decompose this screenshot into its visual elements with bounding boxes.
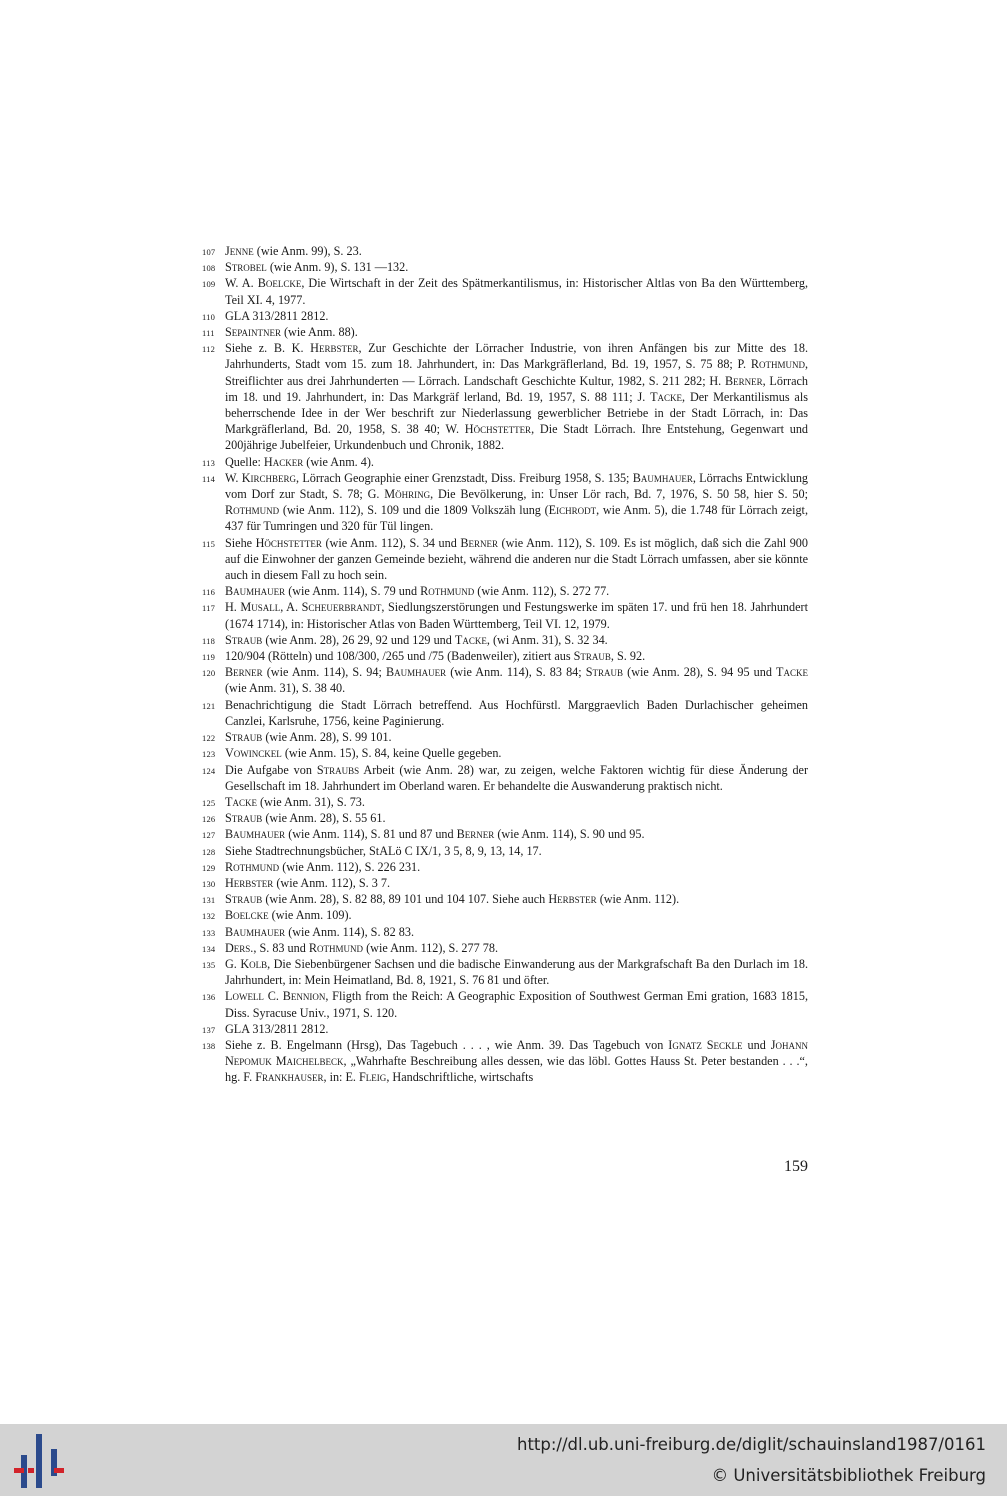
footnote-text xyxy=(225,325,358,339)
footnote-item xyxy=(202,810,808,826)
author-name: Kirchberg xyxy=(241,470,297,485)
author-name: Ders. xyxy=(225,940,254,955)
footnote-number: 134 xyxy=(202,943,216,954)
footer-url-link[interactable]: http://dl.ub.uni-freiburg.de/diglit/schauinsland1987/0161 xyxy=(516,1435,986,1454)
footnote-item xyxy=(202,308,808,324)
footnote-text-run: (wie Anm. 114), S. 94; xyxy=(262,665,386,680)
footnote-number: 110 xyxy=(202,311,216,322)
footnote-text xyxy=(225,746,501,760)
footnote-text-run: W. xyxy=(225,470,242,485)
footnote-text-run: , „Wahrhafte Beschreibung alles dessen, wie das löbl. Gottes Hauss St. Peter bestanden . . .“, hg. F. xyxy=(225,1054,808,1085)
footnote-text xyxy=(225,892,679,906)
footnote-text xyxy=(225,957,808,987)
footnote-text-run: (wie Anm. 112), S. 277 78. xyxy=(363,940,498,955)
footnote-item xyxy=(202,599,808,631)
footnote-item xyxy=(202,648,808,664)
author-name: Tacke xyxy=(776,665,808,680)
footnote-item xyxy=(202,243,808,259)
footnote-item xyxy=(202,762,808,794)
footnote-item xyxy=(202,470,808,535)
footnote-text-run: (wie Anm. 9), S. 131 —132. xyxy=(266,260,409,275)
footnote-text xyxy=(225,763,808,793)
author-name: Straub xyxy=(573,649,611,664)
footnote-text-run: , Die Wirtschaft in der Zeit des Spätmerkantilismus, in: Historischer Altlas von Ba den Württemberg, Teil XI. 4, 1977. xyxy=(225,276,808,307)
footnote-text-run: (wie Anm. 28), S. 94 95 und xyxy=(623,665,777,680)
footnote-number: 114 xyxy=(202,473,216,484)
footnote-text xyxy=(225,471,808,534)
footnote-text-run: Siehe z. B. Engelmann (Hrsg), Das Tagebuch . . . , wie Anm. 39. Das Tagebuch von xyxy=(225,1037,669,1052)
footnote-text-run: (wie Anm. 112), S. 109 und die 1809 Volkszäh lung ( xyxy=(279,503,549,518)
footnote-number: 126 xyxy=(202,814,216,825)
author-name: Berner xyxy=(460,535,499,550)
footnote-text-run: , Zur Geschichte der Lörracher Industrie, von ihren Anfängen bis zur Mitte des 18. Jahrhunderts, Stadt vom 15. zum 18. Jahrhundert, in: Das Markgräflerland, Bd. 19, 1957, S. 75 88; P. xyxy=(225,341,809,372)
footnote-number: 128 xyxy=(202,846,216,857)
footnote-item xyxy=(202,1021,808,1037)
footnote-text xyxy=(225,455,374,469)
footnote-item xyxy=(202,826,808,842)
author-name: Jenne xyxy=(225,244,254,258)
footnote-text-run: (wie Anm. 114), S. 79 und xyxy=(285,584,421,599)
author-name: Boelcke xyxy=(257,276,302,291)
footnote-number: 112 xyxy=(202,344,216,355)
footnote-text-run: , Der Merkantilismus als beherrschende Idee in der Wer beschrift zur Niederlassung gewerblicher Betriebe in der Stadt Lörrach, in: Das Markgräflerland, Bd. 20, 1958, S. 38 40; W. xyxy=(225,389,808,437)
footnote-text-run: (wie Anm. 4). xyxy=(303,454,374,469)
footnote-text-run: , S. 83 und xyxy=(253,940,309,955)
footnote-number: 135 xyxy=(202,959,216,970)
footnote-number: 132 xyxy=(202,911,216,922)
footnote-text-run: , Lörrach im 18. und 19. Jahrhundert, in: Das Markgräf lerland, Bd. 19, 1957, S. 88 111; J. xyxy=(225,373,808,404)
footnote-text-run: (wie Anm. 31), S. 73. xyxy=(256,794,365,809)
footnote-item xyxy=(202,988,808,1020)
footnote-text-run: (wie Anm. 28), S. 99 101. xyxy=(262,730,392,745)
author-name: Baumhauer xyxy=(225,924,286,939)
footnote-text xyxy=(225,876,390,890)
footer-bar xyxy=(0,1424,1007,1496)
footnote-item xyxy=(202,794,808,810)
footnote-item xyxy=(202,1037,808,1086)
footnote-text-run: (wie Anm. 88). xyxy=(280,325,358,340)
author-name: Boelcke xyxy=(225,908,269,923)
footnote-text-run: , S. 92. xyxy=(610,649,646,664)
footnote-text xyxy=(225,341,808,452)
footnote-item xyxy=(202,454,808,470)
footnote-item xyxy=(202,729,808,745)
author-name: Berner xyxy=(724,373,763,388)
footnote-item xyxy=(202,875,808,891)
footnote-text xyxy=(225,1038,808,1084)
footnote-number: 118 xyxy=(202,635,216,646)
footnote-text-run: 120/904 (Rötteln) und 108/300, /265 und /75 (Badenweiler), zitiert aus xyxy=(225,649,574,664)
footnote-text-run: H. xyxy=(225,600,241,615)
footnote-item xyxy=(202,956,808,988)
author-name: Eichrodt xyxy=(548,503,597,518)
footnote-text xyxy=(225,827,645,841)
author-name: Straubs xyxy=(316,762,360,777)
footnote-text xyxy=(225,925,414,939)
footnote-item xyxy=(202,340,808,453)
footnote-text-run: (wie Anm. 109). xyxy=(268,908,352,923)
footnote-text-run: (wie Anm. 114), S. 83 84; xyxy=(446,665,586,680)
footnote-text xyxy=(225,309,328,323)
footnote-text xyxy=(225,730,392,744)
author-name: Tacke xyxy=(225,794,257,809)
footnote-text xyxy=(225,844,542,858)
footnote-text xyxy=(225,1022,328,1036)
footnote-item xyxy=(202,891,808,907)
footnote-text-run: (wie Anm. 114), S. 81 und 87 und xyxy=(285,827,457,842)
footnote-text-run: (wie Anm. 31), S. 38 40. xyxy=(225,681,346,696)
ub-freiburg-logo-icon xyxy=(14,1434,64,1488)
footnote-text xyxy=(225,795,365,809)
footnote-number: 136 xyxy=(202,992,216,1003)
footnote-number: 119 xyxy=(202,652,216,663)
footnote-text xyxy=(225,244,362,258)
footnote-text-run: , Die Siebenbürgener Sachsen und die badische Einwanderung aus der Markgrafschaft Ba den Durlach im 18. Jahrhundert, in: Mein Heimatland, Bd. 8, 1921, S. 76 81 und öfter. xyxy=(225,956,808,988)
footnote-text-run: , Streiflichter aus drei Jahrhunderten — Lörrach. Landschaft Geschichte Kultur, 1982, S. 211 282; H. xyxy=(225,357,808,388)
footnote-number: 108 xyxy=(202,263,216,274)
author-name: Herbster xyxy=(310,341,359,356)
author-name: Rothmund xyxy=(225,503,280,518)
author-name: Rothmund xyxy=(750,357,805,372)
footnote-text xyxy=(225,276,808,306)
author-name: Rothmund xyxy=(225,859,280,874)
footnote-item xyxy=(202,535,808,584)
author-name: Tacke xyxy=(650,389,683,404)
footnote-number: 129 xyxy=(202,862,216,873)
author-name: Straub xyxy=(225,632,263,647)
footnote-item xyxy=(202,324,808,340)
footnote-item xyxy=(202,924,808,940)
footnote-item xyxy=(202,859,808,875)
footnote-text xyxy=(225,600,808,630)
footer-copyright: © Universitätsbibliothek Freiburg xyxy=(711,1466,986,1485)
footnote-number: 117 xyxy=(202,603,216,614)
author-name: Straub xyxy=(225,811,263,826)
footnote-text-run: Quelle: xyxy=(225,454,264,469)
footnote-number: 107 xyxy=(202,247,216,257)
footnote-text-run: , Siedlungszerstörungen und Festungswerke im späten 17. und frü hen 18. Jahrhundert (1674 1714), in: Historischer Atlas von Baden Württemberg, Teil VI. 12, 1979. xyxy=(225,600,808,631)
author-name: Musall xyxy=(240,600,281,615)
author-name: Fleig xyxy=(359,1070,387,1085)
author-name: Johann Nepomuk Maichelbeck xyxy=(225,1037,809,1069)
footnotes-block xyxy=(202,243,808,1086)
author-name: Baumhauer xyxy=(632,470,693,485)
footnote-text-run: (wie Anm. 28), S. 55 61. xyxy=(262,811,386,826)
author-name: Straub xyxy=(225,730,263,745)
footnote-text-run: (wie Anm. 114), S. 90 und 95. xyxy=(494,827,645,842)
footnote-number: 137 xyxy=(202,1024,216,1035)
footnote-text xyxy=(225,584,609,598)
footnote-text-run: (wie Anm. 112). xyxy=(596,892,680,907)
footnote-text-run: (wie Anm. 28), S. 82 88, 89 101 und 104 107. Siehe auch xyxy=(262,892,549,907)
footnote-text-run: und xyxy=(742,1037,771,1052)
footnote-text xyxy=(225,941,498,955)
author-name: Höchstetter xyxy=(464,422,532,437)
footnote-text-run: G. xyxy=(225,956,241,971)
author-name: Kolb xyxy=(240,956,268,971)
footnote-item xyxy=(202,275,808,307)
footnote-text-run: Siehe Stadtrechnungsbücher, StALö C IX/1, 3 5, 8, 9, 13, 14, 17. xyxy=(225,843,542,858)
author-name: Lowell C. Bennion xyxy=(225,989,326,1004)
footnote-number: 131 xyxy=(202,895,216,906)
footnote-text xyxy=(225,649,645,663)
author-name: Frankhauser xyxy=(255,1070,324,1085)
footnote-number: 130 xyxy=(202,878,216,889)
footnote-text xyxy=(225,908,352,922)
author-name: Straub xyxy=(225,892,263,907)
footnote-text-run: , wie Anm. 5), die 1.748 für Lörrach zeigt, 437 für Tumringen und 320 für Tül lingen. xyxy=(225,503,808,534)
footnote-number: 115 xyxy=(202,538,216,549)
footnote-text xyxy=(225,536,808,582)
author-name: Baumhauer xyxy=(385,665,447,680)
footnote-text-run: (wie Anm. 15), S. 84, keine Quelle gegeben. xyxy=(281,746,502,761)
footnote-number: 121 xyxy=(202,700,216,711)
footnote-text xyxy=(225,698,808,728)
author-name: Straub xyxy=(585,665,624,680)
footnote-item xyxy=(202,583,808,599)
footnote-text-run: (wie Anm. 112), S. 109. Es ist möglich, daß sich die Zahl 900 auf die Einwohner der ganzen Gemeinde bezieht, während die anderen nur die Stadt Lörrach umfassen, aber sie könnte auch in diesem Fall zu hoch sein. xyxy=(225,535,808,583)
footnote-number: 116 xyxy=(202,587,216,598)
author-name: Herbster xyxy=(548,892,597,907)
footnote-text-run: Benachrichtigung die Stadt Lörrach betreffend. Aus Hochfürstl. Marggraevlich Baden Durlachischer geheimen Canzlei, Karlsruhe, 1756, keine Paginierung. xyxy=(225,697,808,728)
footnote-number: 113 xyxy=(202,457,216,468)
footnote-number: 123 xyxy=(202,749,216,760)
author-name: Berner xyxy=(225,665,263,680)
footnote-item xyxy=(202,940,808,956)
footnote-text-run: (wie Anm. 112), S. 226 231. xyxy=(279,859,421,874)
footnote-text-run: (wie Anm. 28), 26 29, 92 und 129 und xyxy=(262,632,455,647)
author-name: Baumhauer xyxy=(225,584,286,599)
author-name: Tacke xyxy=(454,632,487,647)
author-name: Rothmund xyxy=(420,584,475,599)
author-name: Sepaintner xyxy=(225,325,281,340)
footnote-item xyxy=(202,907,808,923)
footnote-item xyxy=(202,632,808,648)
author-name: Vowinckel xyxy=(225,746,282,761)
author-name: Ignatz Seckle xyxy=(668,1037,743,1052)
footnote-text-run: Arbeit (wie Anm. 28) war, zu zeigen, welche Faktoren wichtig für diese Änderung der Gesellschaft im 18. Jahrhundert im Oberland waren. Er behandelte die Auswanderung praktisch nicht. xyxy=(225,762,809,793)
footnote-text-run: Siehe xyxy=(225,535,256,550)
author-name: Herbster xyxy=(225,875,274,890)
footnote-item xyxy=(202,664,808,696)
footnote-number: 124 xyxy=(202,765,216,776)
footnote-text-run: , (wi Anm. 31), S. 32 34. xyxy=(486,632,608,647)
footnote-text-run: Die Aufgabe von xyxy=(225,762,317,777)
author-name: Baumhauer xyxy=(225,827,286,842)
author-name: Möhring xyxy=(384,487,431,502)
author-name: Hacker xyxy=(263,454,304,469)
footnote-number: 109 xyxy=(202,279,216,290)
footnote-text xyxy=(225,260,408,274)
footnote-text-run: (wie Anm. 112), S. 3 7. xyxy=(273,875,390,890)
footnote-text-run: , Handschriftliche, wirtschafts xyxy=(386,1070,534,1085)
footnote-text-run: (wie Anm. 112), S. 34 und xyxy=(321,535,461,550)
footnote-text-run: W. A. xyxy=(225,276,258,291)
footnote-text-run: (wie Anm. 99), S. 23. xyxy=(253,244,362,258)
footnote-text-run: GLA 313/2811 2812. xyxy=(225,1021,329,1036)
footnote-text xyxy=(225,989,808,1019)
footnote-text xyxy=(225,811,386,825)
author-name: Berner xyxy=(456,827,495,842)
footnote-text-run: , in: E. xyxy=(323,1070,360,1085)
footnote-text-run: GLA 313/2811 2812. xyxy=(225,308,329,323)
footnote-item xyxy=(202,843,808,859)
page-number: 159 xyxy=(784,1158,808,1175)
footnote-text-run: , Lörrachs Entwicklung vom Dorf zur Stadt, S. 78; G. xyxy=(225,470,809,502)
footnote-text xyxy=(225,633,608,647)
footnote-text-run: , Lörrach Geographie einer Grenzstadt, Diss. Freiburg 1958, S. 135; xyxy=(296,470,633,485)
footnote-text-run: (wie Anm. 112), S. 272 77. xyxy=(474,584,610,599)
footnote-item xyxy=(202,259,808,275)
author-name: Scheuerbrandt xyxy=(301,600,382,615)
footnote-item xyxy=(202,745,808,761)
footnote-text-run: , A. xyxy=(280,600,302,615)
footnote-text-run: (wie Anm. 114), S. 82 83. xyxy=(285,924,415,939)
author-name: Strobel xyxy=(225,260,267,275)
footnote-number: 122 xyxy=(202,733,216,744)
author-name: Höchstetter xyxy=(255,535,322,550)
footnote-number: 120 xyxy=(202,668,216,679)
footnote-number: 133 xyxy=(202,927,216,938)
footnote-text xyxy=(225,665,808,695)
footnote-number: 125 xyxy=(202,797,216,808)
footnote-item xyxy=(202,697,808,729)
footnote-number: 127 xyxy=(202,830,216,841)
footnote-text-run: Siehe z. B. K. xyxy=(225,341,311,356)
footnote-number: 138 xyxy=(202,1040,216,1051)
footnote-text-run: , Die Stadt Lörrach. Ihre Entstehung, Gegenwart und 200jährige Jubelfeier, Urkundenbuch und Chronik, 1882. xyxy=(225,422,809,453)
footnote-text-run: , Die Bevölkerung, in: Unser Lör rach, Bd. 7, 1976, S. 50 58, hier S. 50; xyxy=(430,487,808,502)
author-name: Rothmund xyxy=(308,940,364,955)
footnote-text xyxy=(225,860,420,874)
footnote-text-run: , Fligth from the Reich: A Geographic Exposition of Southwest German Emi gration, 1683 1815, Diss. Syracuse Univ., 1971, S. 120. xyxy=(225,989,808,1020)
footnote-number: 111 xyxy=(202,328,215,339)
